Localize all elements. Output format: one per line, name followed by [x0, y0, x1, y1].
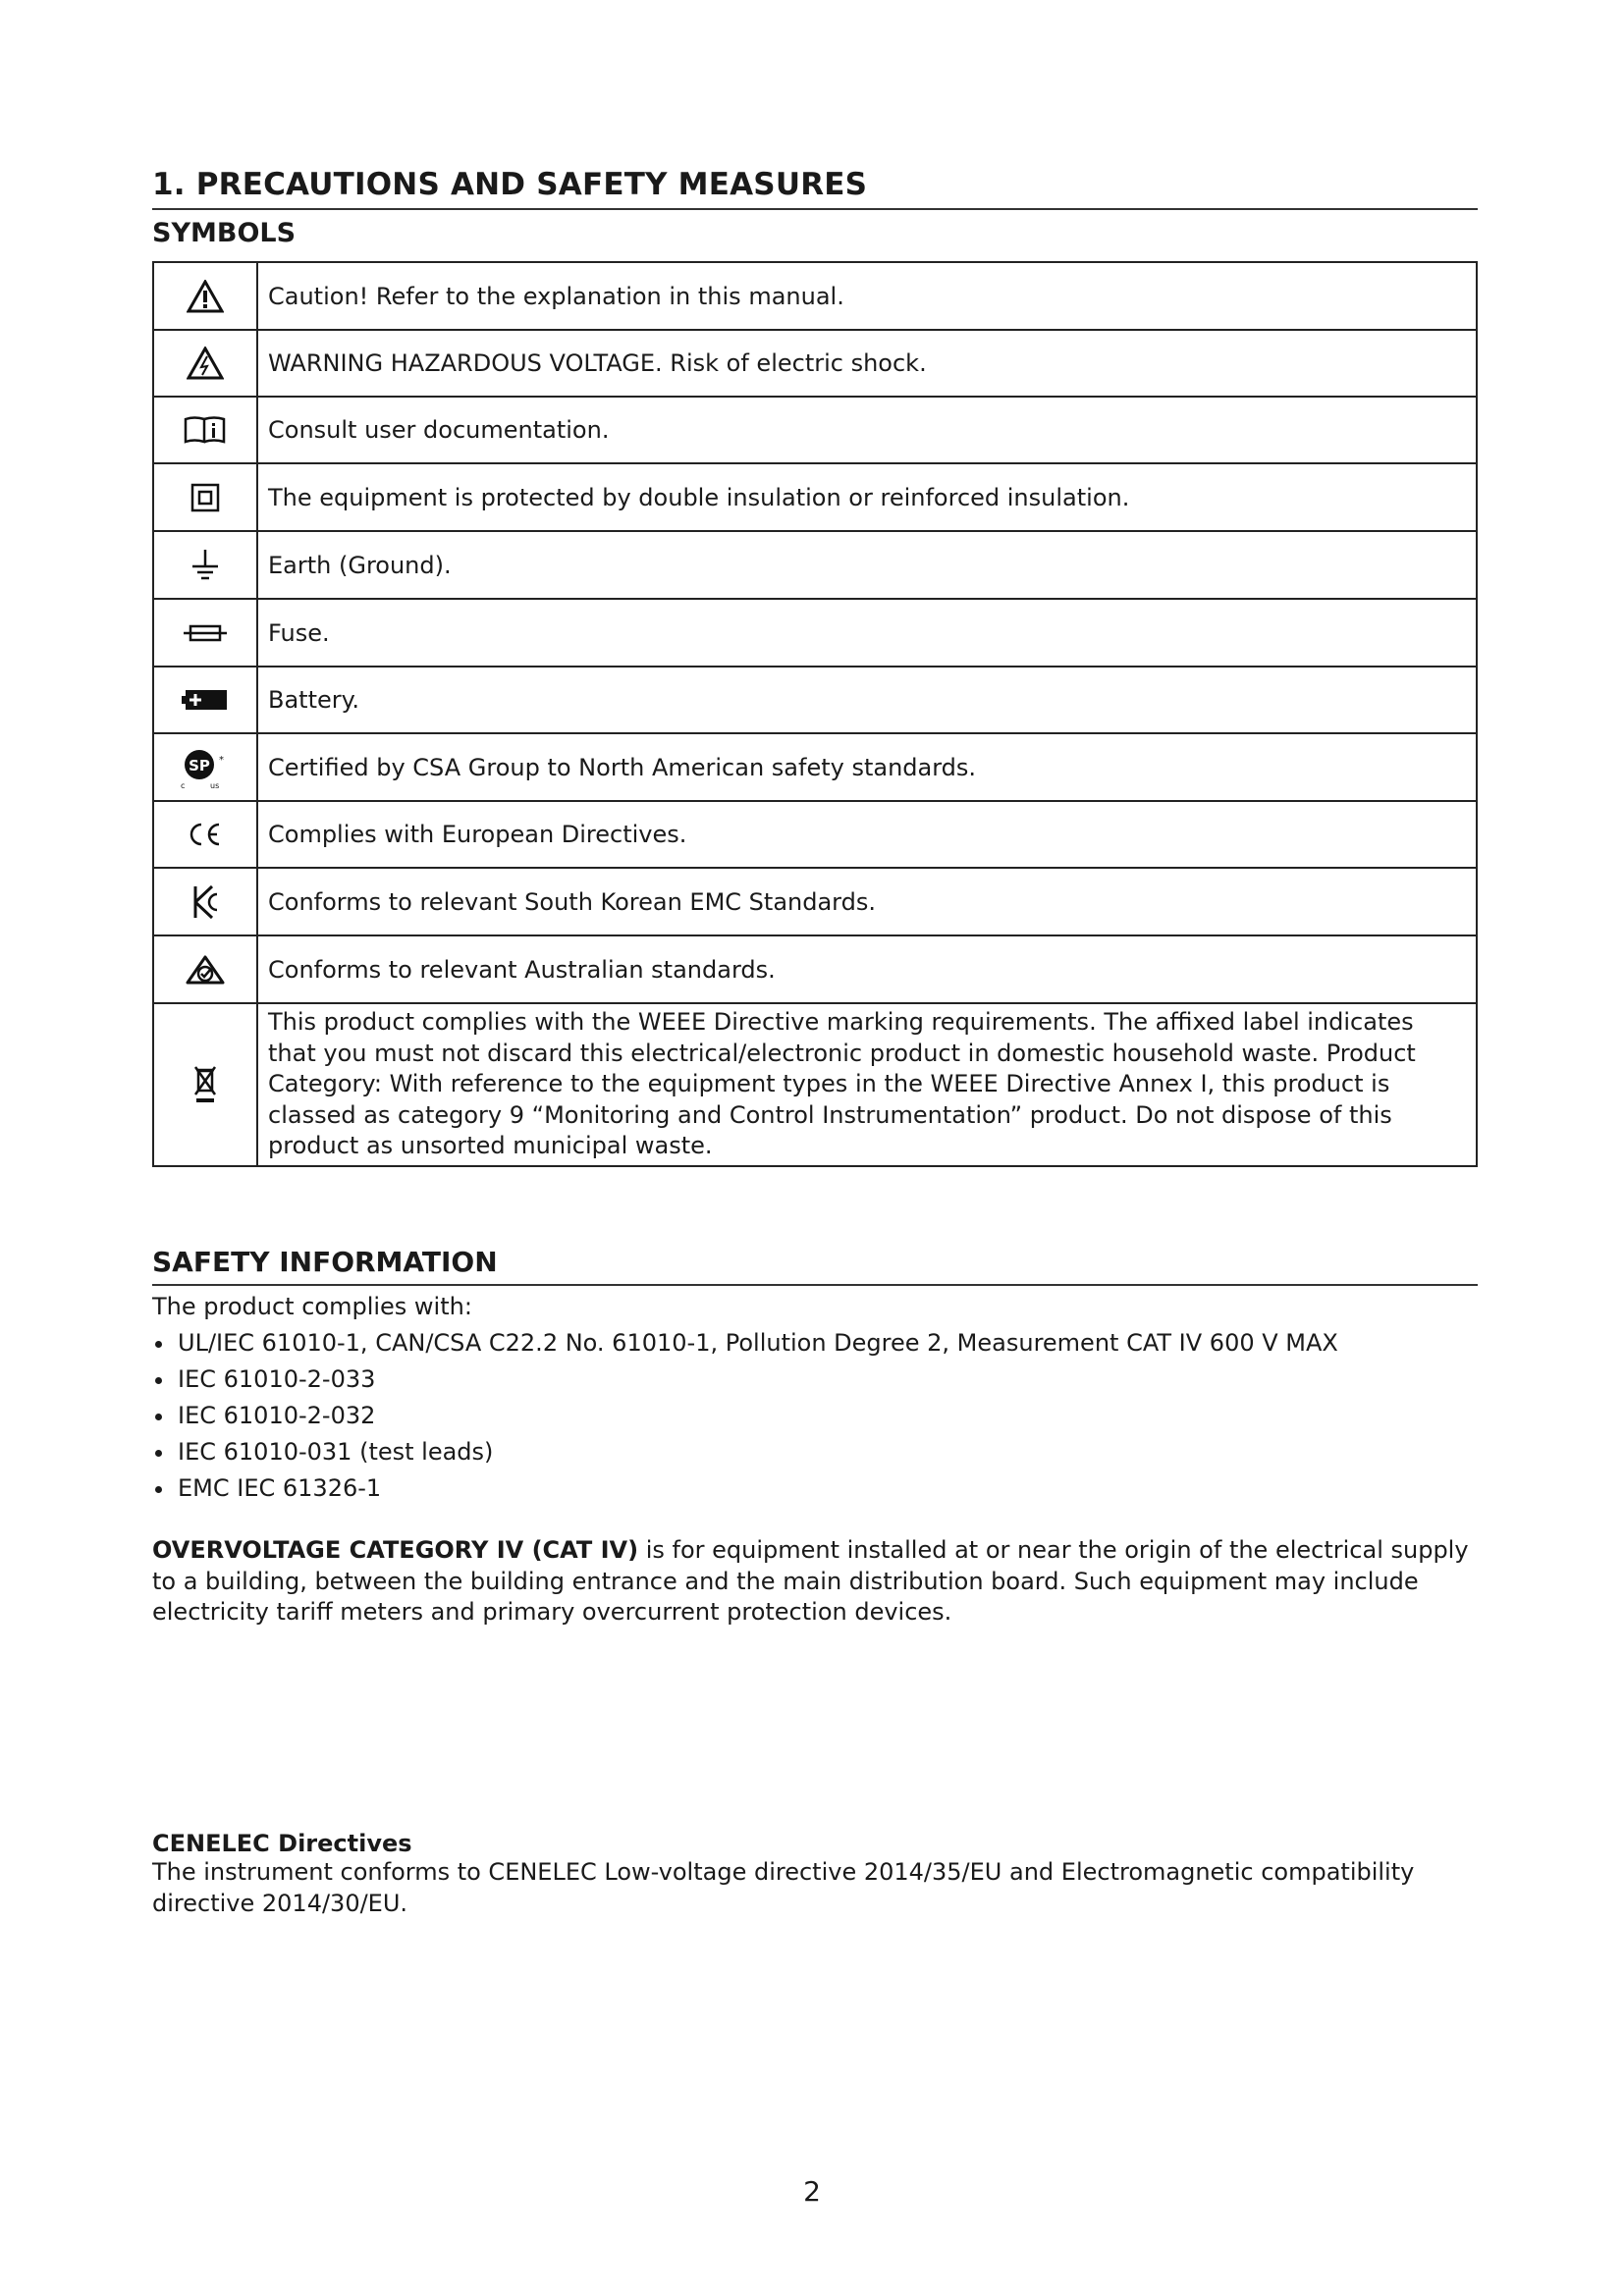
earth-ground-icon	[190, 549, 220, 582]
symbol-description: Conforms to relevant South Korean EMC Standards.	[257, 868, 1477, 935]
csa-mark-icon	[178, 746, 233, 789]
ce-mark-icon	[186, 821, 225, 848]
overvoltage-text: is for equipment installed at or near the origin of the electrical supply to a building, between the building entrance and the main distribution board. Such equipment may include electricity tariff meters and primary overcurrent protection devices.	[152, 1536, 1469, 1626]
overvoltage-term: OVERVOLTAGE CATEGORY IV (CAT IV)	[152, 1536, 639, 1564]
symbol-row	[153, 733, 1477, 801]
symbol-description: This product complies with the WEEE Directive marking requirements. The affixed label indicates that you must not discard this electrical/electronic product in domestic household waste. Product Category: With reference to the equipment types in the WEEE Directive Annex I, this product is classed as category 9 “Monitoring and Control Instrumentation” product. Do not dispose of this product as unsorted municipal waste.	[257, 1003, 1477, 1166]
symbol-row	[153, 262, 1477, 330]
symbol-description: Certified by CSA Group to North American safety standards.	[257, 733, 1477, 801]
manual-page	[152, 165, 1478, 1917]
list-item: UL/IEC 61010-1, CAN/CSA C22.2 No. 61010-1, Pollution Degree 2, Measurement CAT IV 600 V MAX	[152, 1325, 1338, 1362]
cenelec-heading: CENELEC Directives	[152, 1830, 412, 1857]
list-item: EMC IEC 61326-1	[152, 1470, 1338, 1507]
list-item: IEC 61010-031 (test leads)	[152, 1434, 1338, 1470]
symbol-row	[153, 667, 1477, 733]
symbol-description: Complies with European Directives.	[257, 801, 1477, 868]
symbol-row	[153, 935, 1477, 1003]
symbol-row	[153, 1003, 1477, 1166]
kc-mark-icon	[190, 883, 220, 921]
svg-text:*: *	[219, 754, 224, 766]
symbol-row	[153, 463, 1477, 531]
fuse-icon	[183, 623, 228, 643]
overvoltage-paragraph	[152, 1535, 1478, 1629]
symbol-row	[153, 868, 1477, 935]
svg-text:SP: SP	[189, 756, 210, 774]
safety-heading: SAFETY INFORMATION	[152, 1243, 1478, 1286]
symbol-description: Earth (Ground).	[257, 531, 1477, 599]
symbols-table	[152, 261, 1478, 1167]
list-item: IEC 61010-2-033	[152, 1362, 1338, 1398]
symbol-row	[153, 801, 1477, 868]
double-insulation-icon	[190, 483, 220, 512]
symbol-row	[153, 330, 1477, 397]
symbol-row	[153, 397, 1477, 463]
standards-list	[152, 1325, 1338, 1507]
symbol-description: Battery.	[257, 667, 1477, 733]
symbol-description: Conforms to relevant Australian standards.	[257, 935, 1477, 1003]
list-item: IEC 61010-2-032	[152, 1398, 1338, 1434]
battery-icon	[182, 688, 229, 712]
symbol-row	[153, 531, 1477, 599]
section-title: 1. PRECAUTIONS AND SAFETY MEASURES	[152, 165, 1478, 210]
symbol-description: Caution! Refer to the explanation in this manual.	[257, 262, 1477, 330]
symbol-row	[153, 599, 1477, 667]
complies-intro: The product complies with:	[152, 1293, 472, 1320]
page-number: 2	[803, 2175, 821, 2208]
cenelec-paragraph: The instrument conforms to CENELEC Low-voltage directive 2014/35/EU and Electromagnetic compatibility directive 2014/30/EU.	[152, 1858, 1415, 1917]
svg-text:c: c	[181, 780, 186, 789]
hazardous-voltage-icon	[187, 347, 224, 380]
symbol-description: WARNING HAZARDOUS VOLTAGE. Risk of electric shock.	[257, 330, 1477, 397]
symbols-heading: SYMBOLS	[152, 218, 297, 248]
user-documentation-icon	[183, 415, 228, 445]
rcm-mark-icon	[185, 954, 226, 986]
symbol-description: Consult user documentation.	[257, 397, 1477, 463]
caution-triangle-icon	[187, 280, 224, 313]
svg-text:us: us	[210, 780, 220, 789]
symbol-description: The equipment is protected by double insulation or reinforced insulation.	[257, 463, 1477, 531]
symbol-description: Fuse.	[257, 599, 1477, 667]
weee-bin-icon	[193, 1065, 217, 1104]
